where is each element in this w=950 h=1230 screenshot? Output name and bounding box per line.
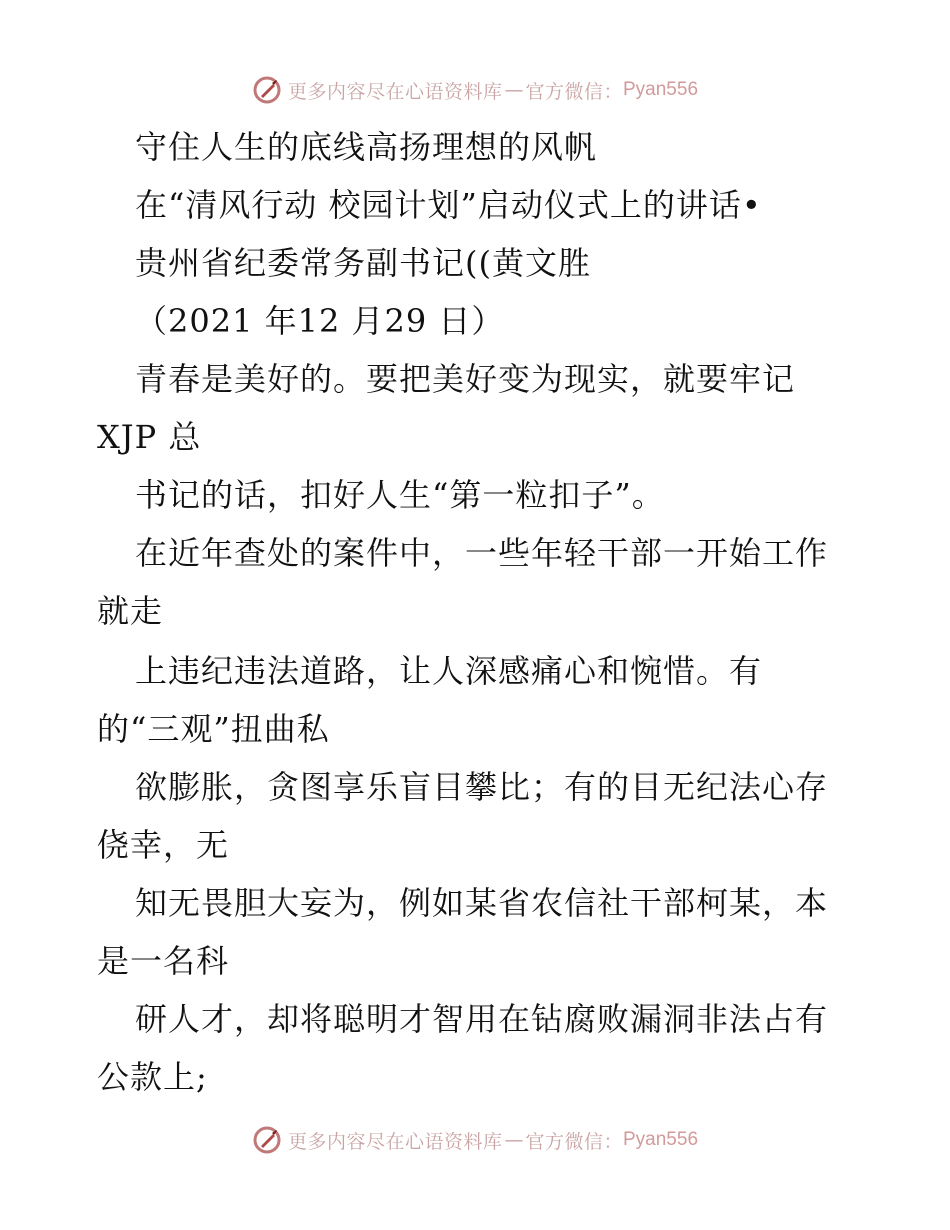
paragraph-line: 书记的话，扣好人生“第一粒扣子”。 <box>135 476 665 514</box>
document-title: 守住人生的底线高扬理想的风帆 <box>135 128 598 166</box>
footer-watermark <box>0 1120 950 1160</box>
watermark-text: 更多内容尽在心语资料库 <box>287 80 503 103</box>
paragraph-line: 欲膨胀，贪图享乐盲目攀比；有的目无纪法心存 <box>135 768 829 806</box>
paragraph-line: 上违纪违法道路，让人深感痛心和惋惜。有 <box>135 652 763 690</box>
document-date: （2021 年12 月29 日） <box>135 302 505 340</box>
paragraph-line: 是一名科 <box>97 942 230 980</box>
watermark-account-label: 官方微信： <box>525 80 623 103</box>
document-author: 贵州省纪委常务副书记((黄文胜 <box>135 244 591 282</box>
paragraph-line: 研人才，却将聪明才智用在钻腐败漏洞非法占有 <box>135 1000 829 1038</box>
watermark-account-label: 官方微信： <box>525 1130 623 1153</box>
quill-seal-icon <box>252 75 282 105</box>
paragraph-line: 就走 <box>97 592 164 630</box>
watermark-separator: — <box>504 1129 524 1151</box>
watermark-separator: — <box>504 79 524 101</box>
paragraph-line: 在近年查处的案件中，一些年轻干部一开始工作 <box>135 534 829 572</box>
watermark-account-id: Pyan556 <box>623 79 699 100</box>
quill-seal-icon <box>252 1125 282 1155</box>
paragraph-line: 知无畏胆大妄为，例如某省农信社干部柯某，本 <box>135 884 829 922</box>
watermark-account-id: Pyan556 <box>623 1129 699 1150</box>
watermark-text: 更多内容尽在心语资料库 <box>287 1130 503 1153</box>
document-subtitle: 在“清风行动 校园计划”启动仪式上的讲话• <box>135 186 762 224</box>
paragraph-line: 公款上; <box>97 1058 208 1096</box>
paragraph-line: 侥幸，无 <box>97 826 230 864</box>
paragraph-line: 青春是美好的。要把美好变为现实，就要牢记 <box>135 360 796 398</box>
paragraph-line: XJP 总 <box>97 418 202 456</box>
header-watermark <box>0 70 950 110</box>
paragraph-line: 的“三观”扭曲私 <box>97 710 330 748</box>
